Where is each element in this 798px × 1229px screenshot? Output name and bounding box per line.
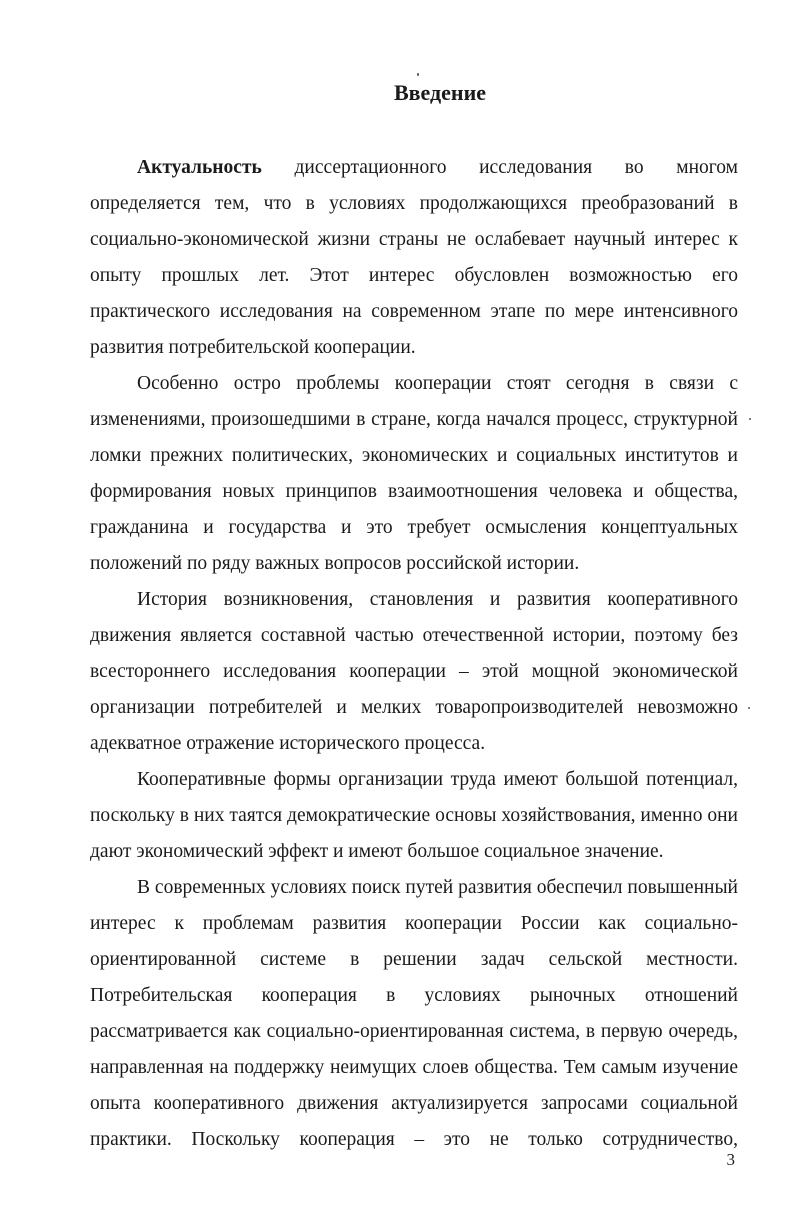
scan-speck [417,73,419,76]
page-title: Введение [393,80,487,105]
paragraph-text: диссертационного исследования во многом определяется тем, что в условиях продолжающихся преобразований в социально-экономической жизни страны не ослабевает научный интерес к опыту прошлых лет. Этот интерес обусловлен возможностью его практического исследования на современном этапе по мере интенсивного развития потребительской кооперации. [90,157,738,358]
body-text [90,150,738,1158]
paragraph-cooperation-problems: Особенно остро проблемы кооперации стоят сегодня в связи с изменениями, произошедшими в стране, когда начался процесс, структурной ломки прежних политических, экономических и социальных институтов и формирования новых принципов взаимоотношения человека и общества, гражданина и государства и это требует осмысления концептуальных положений по ряду важных вопросов российской истории. [90,373,738,574]
paragraph-lead-term: Актуальность [137,157,262,178]
paragraph-cooperative-forms: Кооперативные формы организации труда имеют большой потенциал, поскольку в них таятся демократические основы хозяйствования, именно они дают экономический эффект и имеют большое социальное значение. [90,769,738,862]
paragraph-relevance [90,150,738,366]
page-number: 3 [726,1150,735,1169]
paragraph-modern-conditions: В современных условиях поиск путей развития обеспечил повышенный интерес к проблемам развития кооперации России как социально-ориентированной системе в решении задач сельской местности. Потребительская кооперация в условиях рыночных отношений рассматривается как социально-ориентированная система, в первую очередь, направленная на поддержку неимущих слоев общества. Тем самым изучение опыта кооперативного движения актуализируется запросами социальной практики. Поскольку кооперация – это не только сотрудничество, [90,877,738,1150]
scan-speck [749,418,751,420]
paragraph-history: История возникновения, становления и развития кооперативного движения является составной частью отечественной истории, поэтому без всестороннего исследования кооперации – этой мощной экономической организации потребителей и мелких товаропроизводителей невозможно адекватное отражение исторического процесса. [90,589,738,754]
scan-speck [748,707,750,709]
